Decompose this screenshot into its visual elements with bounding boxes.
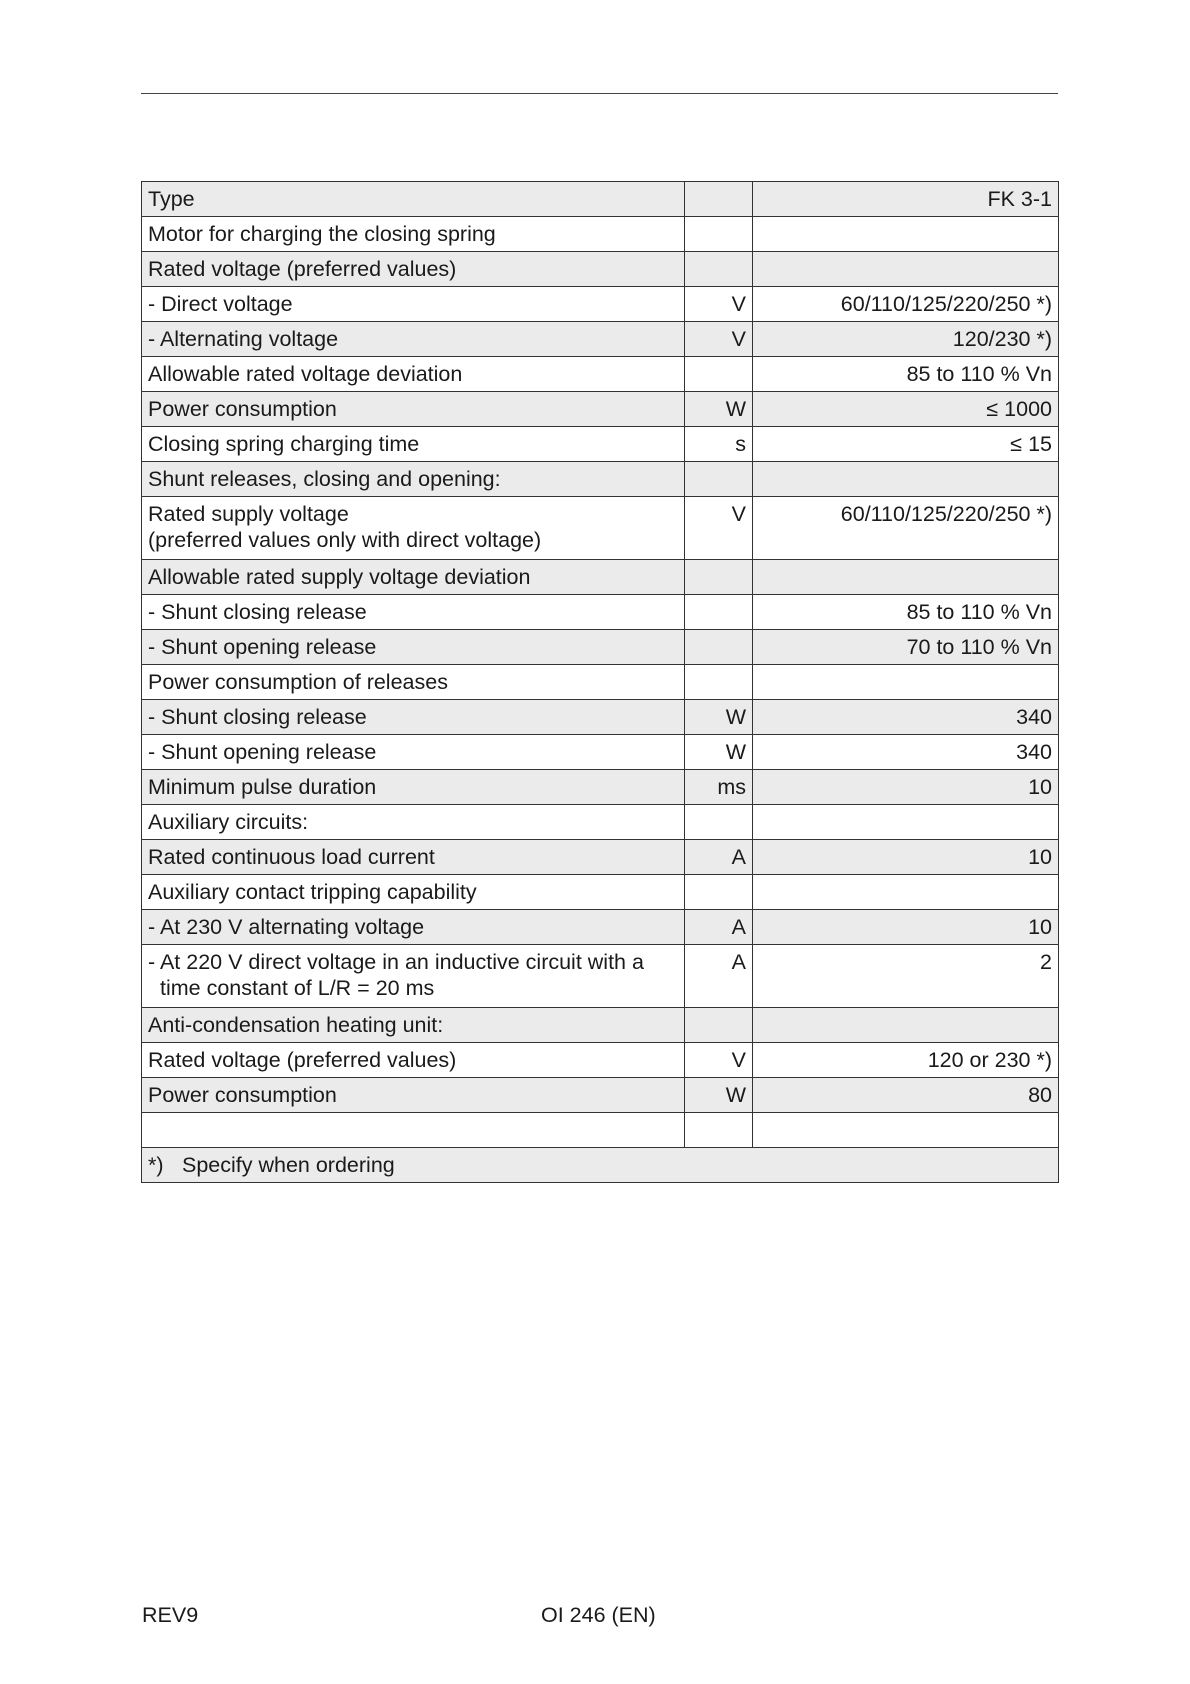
- unit-cell: [685, 1113, 753, 1148]
- parameter-cell: [142, 1078, 685, 1113]
- table-row: [142, 945, 1059, 1008]
- unit-cell: [685, 217, 753, 252]
- parameter-label: Anti-condensation heating unit:: [148, 1013, 444, 1037]
- table-row: [142, 497, 1059, 560]
- parameter-cell: [142, 427, 685, 462]
- unit-cell: W: [685, 1078, 753, 1113]
- parameter-label: Auxiliary circuits:: [148, 810, 309, 834]
- table-row: [142, 735, 1059, 770]
- unit-cell: V: [685, 497, 753, 560]
- table-row: [142, 287, 1059, 322]
- value-cell: 340: [753, 700, 1059, 735]
- value-cell: [753, 665, 1059, 700]
- parameter-label: Rated continuous load current: [148, 845, 435, 869]
- value-cell: 85 to 110 % Vn: [753, 595, 1059, 630]
- parameter-cell: [142, 252, 685, 287]
- table-row: [142, 875, 1059, 910]
- unit-cell: s: [685, 427, 753, 462]
- footer-document-id: OI 246 (EN): [541, 1603, 656, 1627]
- unit-cell: W: [685, 700, 753, 735]
- parameter-label: Motor for charging the closing spring: [148, 222, 496, 246]
- parameter-label: - Shunt opening release: [148, 740, 377, 764]
- value-cell: FK 3-1: [753, 182, 1059, 217]
- value-cell: [753, 462, 1059, 497]
- unit-cell: [685, 595, 753, 630]
- parameter-cell: [142, 560, 685, 595]
- unit-cell: A: [685, 840, 753, 875]
- unit-cell: ms: [685, 770, 753, 805]
- header-rule: [141, 93, 1058, 94]
- parameter-label: - At 230 V alternating voltage: [148, 915, 425, 939]
- table-row: [142, 700, 1059, 735]
- parameter-label: Type: [148, 187, 195, 211]
- table-row: [142, 357, 1059, 392]
- table-row: [142, 560, 1059, 595]
- value-cell: 70 to 110 % Vn: [753, 630, 1059, 665]
- table-row: [142, 1008, 1059, 1043]
- table-row: [142, 252, 1059, 287]
- unit-cell: [685, 875, 753, 910]
- footer-revision: REV9: [142, 1603, 199, 1627]
- parameter-label: - Shunt closing release: [148, 705, 367, 729]
- table-row: [142, 217, 1059, 252]
- table-row: [142, 630, 1059, 665]
- value-cell: [753, 805, 1059, 840]
- footnote-cell: [142, 1148, 1059, 1183]
- value-cell: [753, 1008, 1059, 1043]
- parameter-cell: [142, 840, 685, 875]
- unit-cell: W: [685, 735, 753, 770]
- parameter-label: Closing spring charging time: [148, 432, 420, 456]
- parameter-label: Shunt releases, closing and opening:: [148, 467, 501, 491]
- parameter-cell: [142, 1113, 685, 1148]
- unit-cell: A: [685, 945, 753, 1008]
- parameter-cell: [142, 322, 685, 357]
- unit-cell: [685, 462, 753, 497]
- parameter-cell: [142, 182, 685, 217]
- parameter-label: - Direct voltage: [148, 292, 293, 316]
- parameter-cell: [142, 462, 685, 497]
- footnote-text: Specify when ordering: [182, 1153, 395, 1177]
- parameter-label-continued: (preferred values only with direct voltage): [148, 528, 542, 552]
- parameter-label: - Alternating voltage: [148, 327, 339, 351]
- table-row: [142, 910, 1059, 945]
- table-row: [142, 462, 1059, 497]
- table-row: [142, 595, 1059, 630]
- unit-cell: V: [685, 1043, 753, 1078]
- table-row: [142, 1043, 1059, 1078]
- footnote-mark: *): [148, 1153, 164, 1177]
- unit-cell: A: [685, 910, 753, 945]
- parameter-label: Allowable rated supply voltage deviation: [148, 565, 531, 589]
- table-row: [142, 1078, 1059, 1113]
- parameter-label: Auxiliary contact tripping capability: [148, 880, 477, 904]
- footnote-row: [142, 1148, 1059, 1183]
- value-cell: 120/230 *): [753, 322, 1059, 357]
- parameter-cell: [142, 357, 685, 392]
- value-cell: 340: [753, 735, 1059, 770]
- value-cell: ≤ 15: [753, 427, 1059, 462]
- table-row: [142, 182, 1059, 217]
- unit-cell: [685, 560, 753, 595]
- parameter-label: Power consumption: [148, 397, 337, 421]
- unit-cell: [685, 1008, 753, 1043]
- parameter-cell: [142, 217, 685, 252]
- value-cell: [753, 875, 1059, 910]
- value-cell: 85 to 110 % Vn: [753, 357, 1059, 392]
- table-row: [142, 427, 1059, 462]
- parameter-cell: [142, 287, 685, 322]
- value-cell: 60/110/125/220/250 *): [753, 497, 1059, 560]
- value-cell: 120 or 230 *): [753, 1043, 1059, 1078]
- parameter-cell: [142, 665, 685, 700]
- parameter-cell: [142, 1008, 685, 1043]
- parameter-label: Minimum pulse duration: [148, 775, 377, 799]
- unit-cell: [685, 805, 753, 840]
- value-cell: 10: [753, 770, 1059, 805]
- value-cell: [753, 217, 1059, 252]
- value-cell: 10: [753, 910, 1059, 945]
- parameter-label: Rated supply voltage: [148, 502, 349, 526]
- unit-cell: V: [685, 287, 753, 322]
- value-cell: 60/110/125/220/250 *): [753, 287, 1059, 322]
- parameter-cell: [142, 595, 685, 630]
- value-cell: 2: [753, 945, 1059, 1008]
- table-row: [142, 770, 1059, 805]
- table-row: [142, 840, 1059, 875]
- unit-cell: [685, 357, 753, 392]
- specification-table: [141, 181, 1059, 1183]
- parameter-cell: [142, 392, 685, 427]
- parameter-label: Power consumption of releases: [148, 670, 448, 694]
- parameter-cell: [142, 735, 685, 770]
- unit-cell: [685, 630, 753, 665]
- parameter-cell: [142, 945, 685, 1008]
- parameter-label: Allowable rated voltage deviation: [148, 362, 463, 386]
- parameter-label: Power consumption: [148, 1083, 337, 1107]
- parameter-label: Rated voltage (preferred values): [148, 1048, 457, 1072]
- table-row: [142, 392, 1059, 427]
- parameter-cell: [142, 630, 685, 665]
- value-cell: [753, 560, 1059, 595]
- parameter-label: - Shunt opening release: [148, 635, 377, 659]
- table-row: [142, 805, 1059, 840]
- parameter-cell: [142, 770, 685, 805]
- value-cell: 80: [753, 1078, 1059, 1113]
- unit-cell: V: [685, 322, 753, 357]
- parameter-cell: [142, 700, 685, 735]
- value-cell: 10: [753, 840, 1059, 875]
- table-row: [142, 322, 1059, 357]
- unit-cell: [685, 665, 753, 700]
- parameter-label: - At 220 V direct voltage in an inductive circuit with a: [148, 950, 644, 974]
- parameter-label: - Shunt closing release: [148, 600, 367, 624]
- unit-cell: [685, 252, 753, 287]
- parameter-cell: [142, 497, 685, 560]
- value-cell: [753, 252, 1059, 287]
- parameter-label: Rated voltage (preferred values): [148, 257, 457, 281]
- parameter-cell: [142, 1043, 685, 1078]
- value-cell: ≤ 1000: [753, 392, 1059, 427]
- parameter-cell: [142, 910, 685, 945]
- value-cell: [753, 1113, 1059, 1148]
- table-row: [142, 1113, 1059, 1148]
- unit-cell: [685, 182, 753, 217]
- parameter-cell: [142, 805, 685, 840]
- parameter-cell: [142, 875, 685, 910]
- parameter-label-continued: time constant of L/R = 20 ms: [160, 976, 435, 1000]
- table-row: [142, 665, 1059, 700]
- unit-cell: W: [685, 392, 753, 427]
